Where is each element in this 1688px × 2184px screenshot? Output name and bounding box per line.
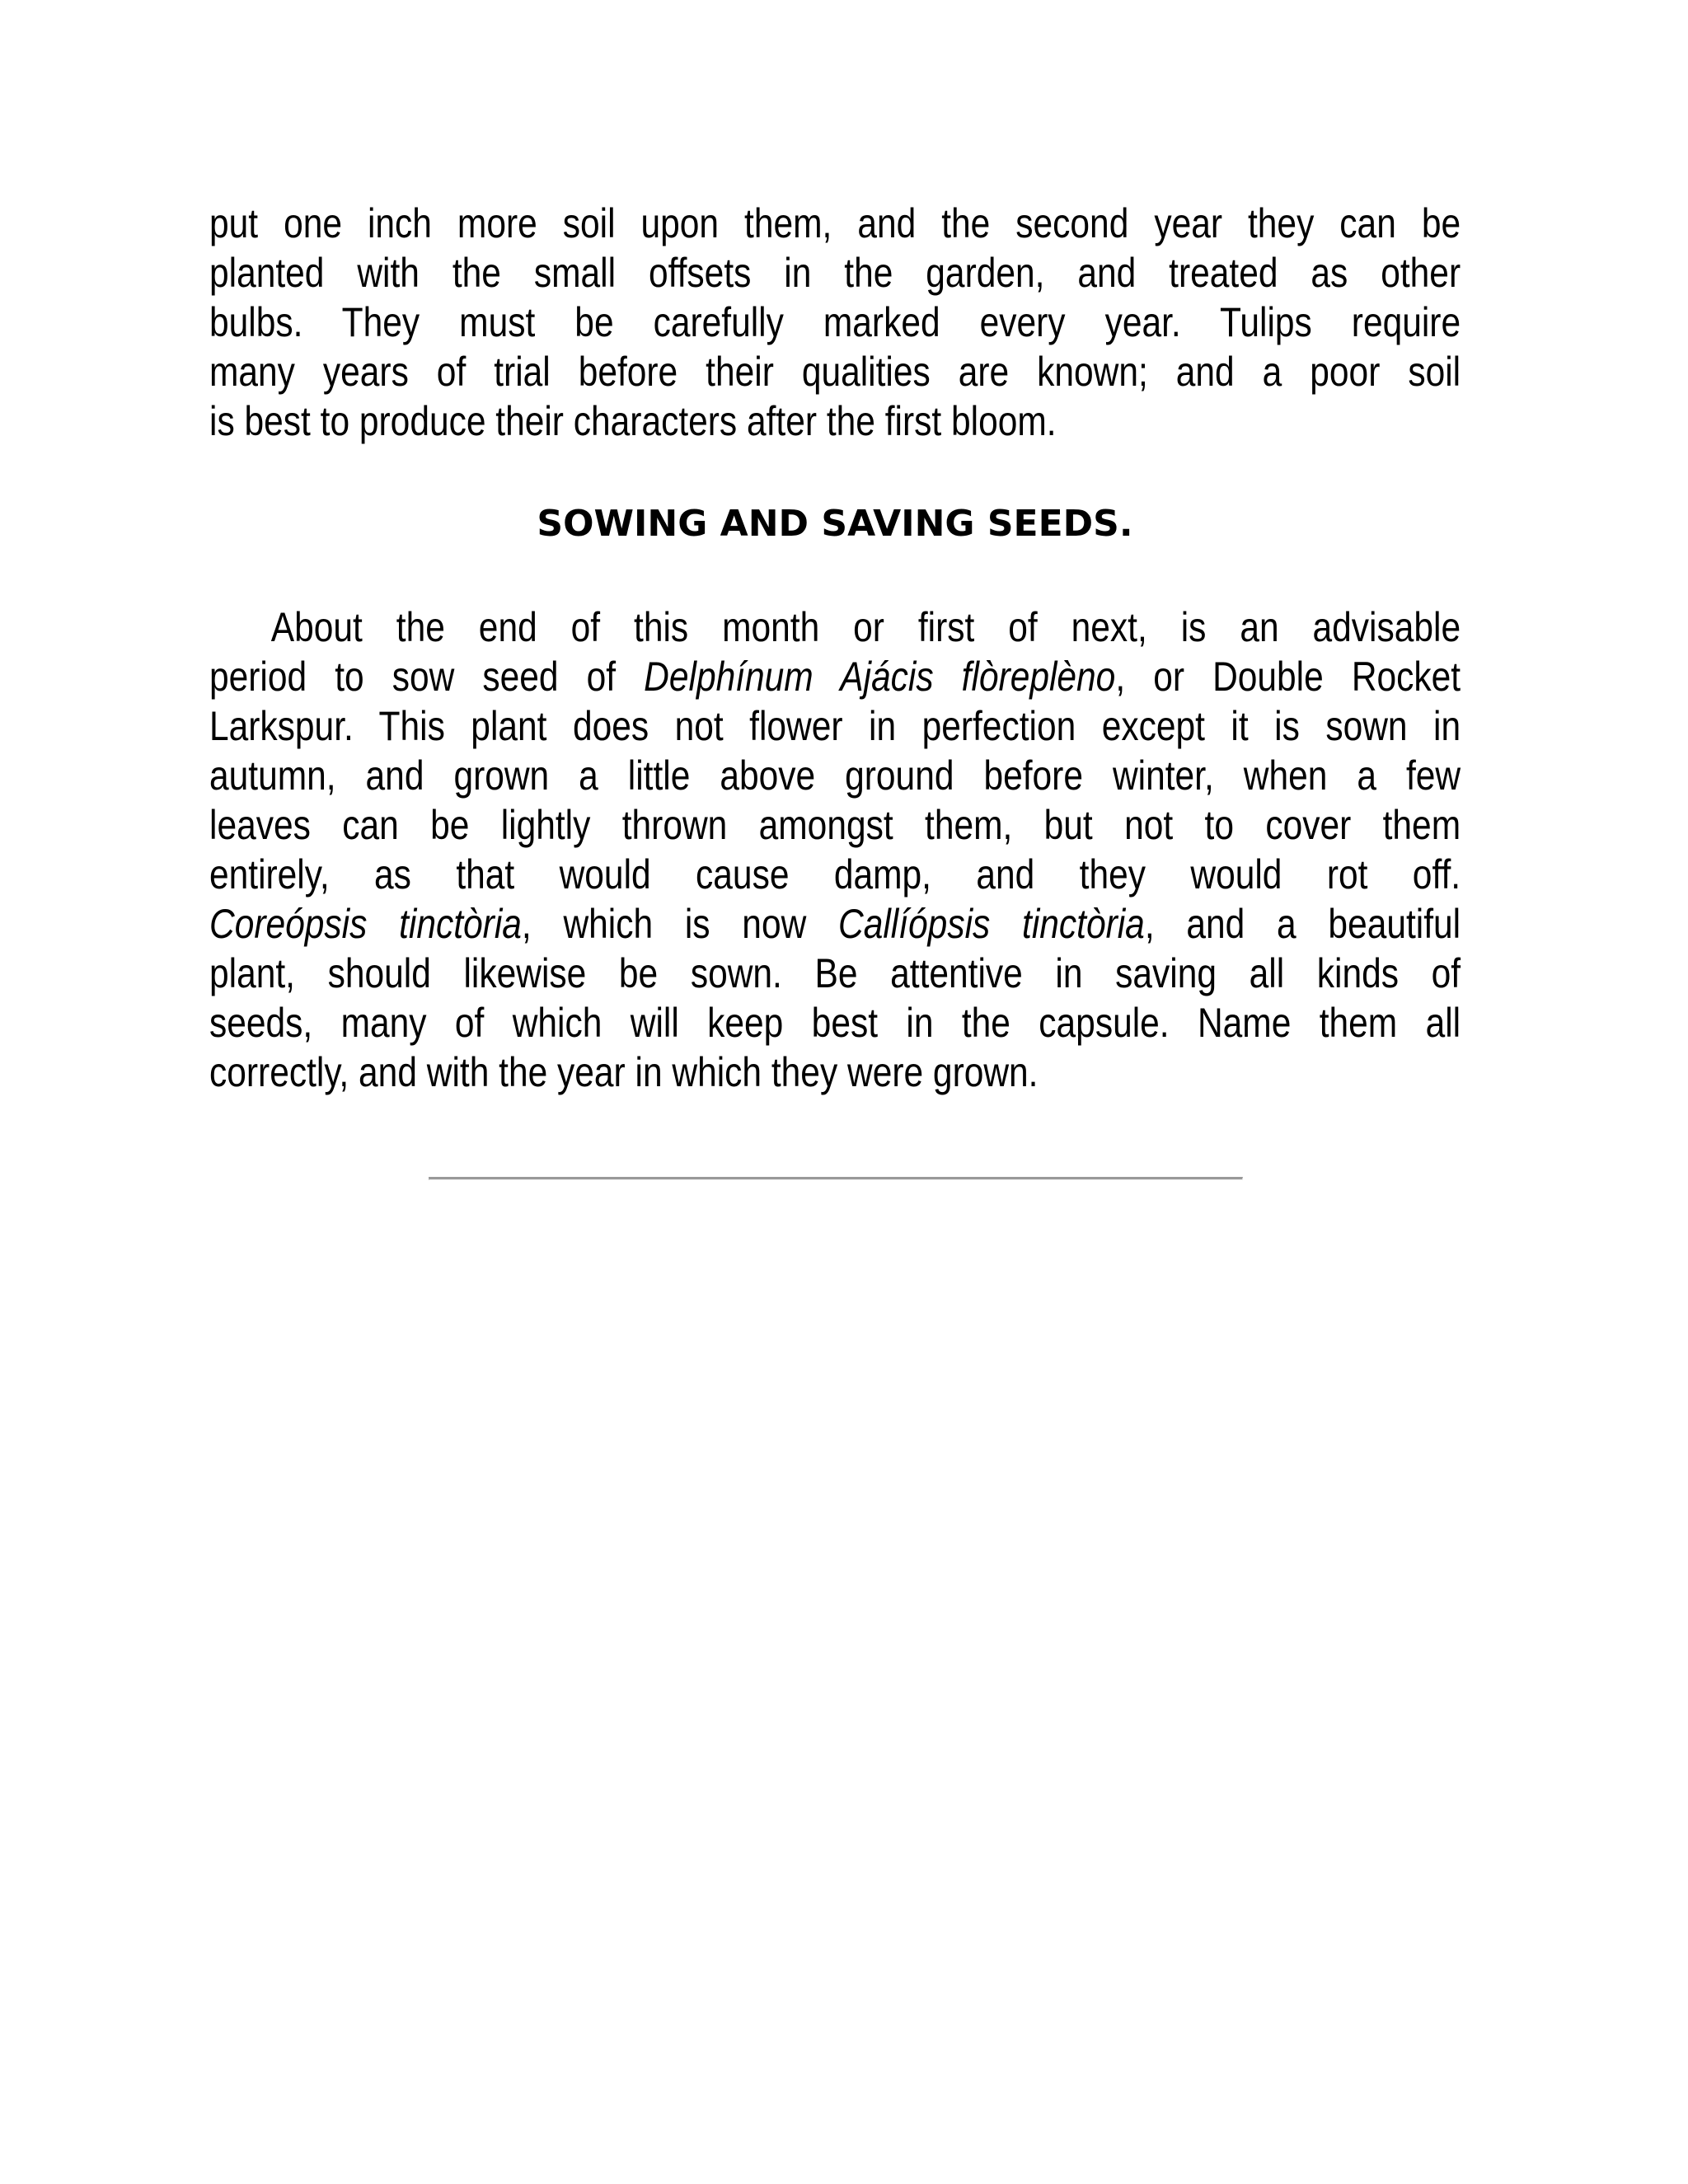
paragraph-sowing <box>209 602 1461 1097</box>
latin-name: Callíópsis tinctòria <box>838 901 1145 947</box>
text: , and a beautiful <box>1144 901 1461 947</box>
text-line: leaves can be lightly thrown amongst them, but not to cover them <box>209 802 1461 848</box>
text-line: correctly, and with the year in which they were grown. <box>209 1049 1039 1095</box>
text: period to sow seed of <box>209 654 645 700</box>
text-line: planted with the small offsets in the garden, and treated as other <box>209 250 1461 296</box>
text-line: seeds, many of which will keep best in the capsule. Name them all <box>209 1000 1461 1046</box>
text-line: is best to produce their characters after the first bloom. <box>209 398 1057 444</box>
text-line: About the end of this month or first of next, is an advisable <box>270 604 1461 650</box>
text: , which is now <box>521 901 839 947</box>
text-line: bulbs. They must be carefully marked every year. Tulips require <box>209 299 1461 345</box>
text-line <box>209 899 1461 949</box>
text-line: autumn, and grown a little above ground before winter, when a few <box>209 752 1461 799</box>
text-line: entirely, as that would cause damp, and they would rot off. <box>209 851 1461 898</box>
text: , or Double Rocket <box>1115 654 1461 700</box>
text-line: put one inch more soil upon them, and the second year they can be <box>209 200 1461 246</box>
text-line: Larkspur. This plant does not flower in perfection except it is sown in <box>209 703 1461 749</box>
text-line: many years of trial before their qualities are known; and a poor soil <box>209 349 1461 395</box>
paragraph-tulips <box>209 199 1461 446</box>
latin-name: Coreópsis tinctòria <box>209 901 522 947</box>
latin-name: Delphínum Ajácis flòreplèno <box>644 654 1116 700</box>
text-line <box>209 652 1461 701</box>
horizontal-rule <box>429 1177 1243 1180</box>
text-line: plant, should likewise be sown. Be attentive in saving all kinds of <box>209 950 1461 996</box>
section-heading: SOWING AND SAVING SEEDS. <box>537 503 1133 545</box>
